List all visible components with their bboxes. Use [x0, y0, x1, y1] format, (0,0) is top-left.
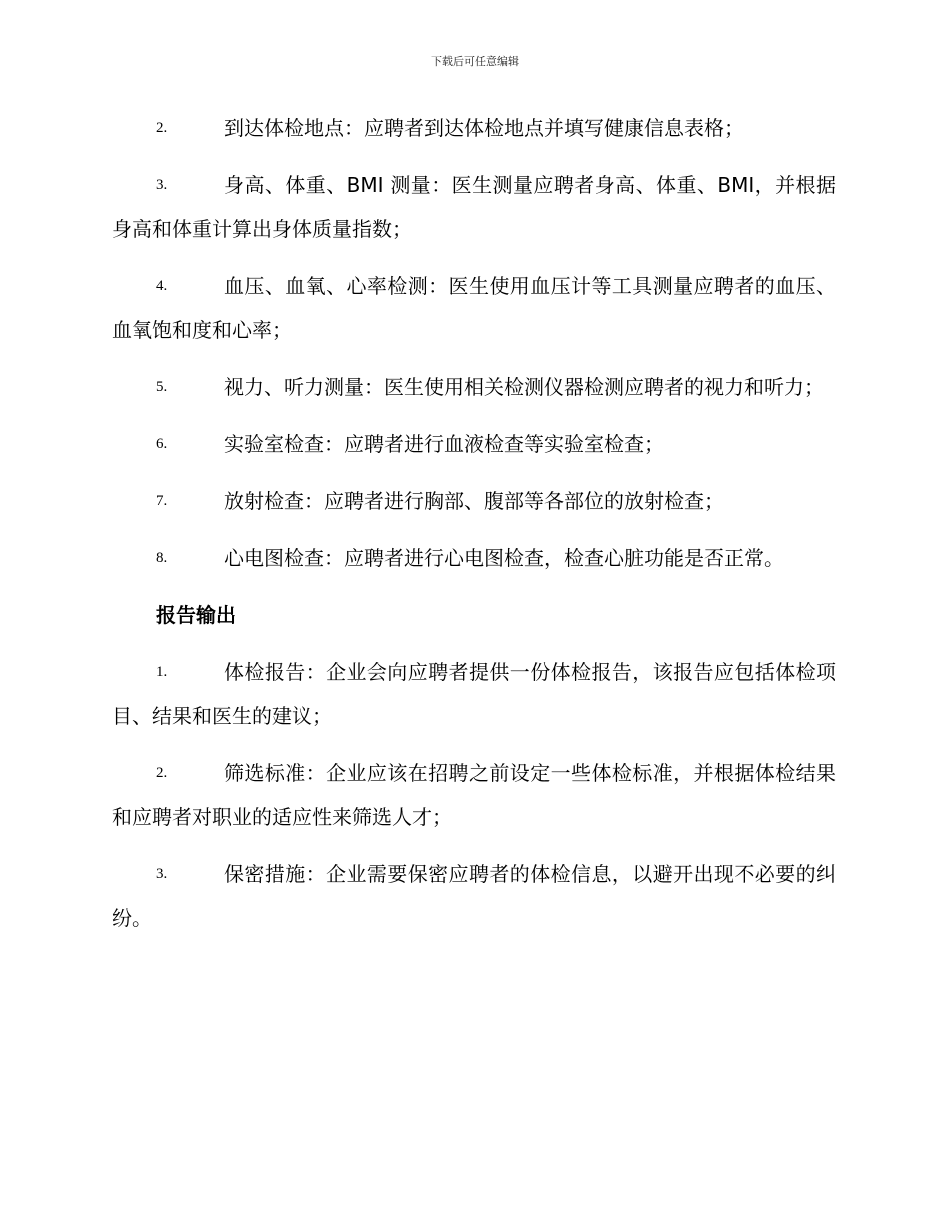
- list-item: [112, 422, 836, 466]
- list-item-text: 体检报告：企业会向应聘者提供一份体检报告，该报告应包括体检项目、结果和医生的建议；: [112, 660, 836, 728]
- list-item-number: 7.: [156, 493, 168, 509]
- list-item-number: 1.: [156, 664, 168, 680]
- list-item: [112, 751, 836, 839]
- list-item-text: 实验室检查：应聘者进行血液检查等实验室检查；: [224, 432, 664, 456]
- list-item-text: 血压、血氧、心率检测：医生使用血压计等工具测量应聘者的血压、血氧饱和度和心率；: [112, 274, 836, 342]
- list-item-number: 2.: [156, 765, 168, 781]
- list-item: [112, 264, 836, 352]
- page-header: 下载后可任意编辑: [431, 55, 519, 68]
- list-item: [112, 536, 836, 580]
- list-item-number: 6.: [156, 436, 168, 452]
- list-item: [112, 106, 836, 150]
- list-item-number: 8.: [156, 550, 168, 566]
- list-item-text: 放射检查：应聘者进行胸部、腹部等各部位的放射检查；: [224, 489, 724, 513]
- list-item-number: 2.: [156, 120, 168, 136]
- list-item-number: 4.: [156, 278, 168, 294]
- list-item: [112, 365, 836, 409]
- document-body: [112, 106, 836, 953]
- section-heading: 报告输出: [156, 603, 236, 627]
- list-item-number: 5.: [156, 379, 168, 395]
- list-item: [112, 163, 836, 251]
- list-item-text: 保密措施：企业需要保密应聘者的体检信息，以避开出现不必要的纠纷。: [112, 862, 836, 930]
- list-item-number: 3.: [156, 177, 168, 193]
- list-item: [112, 650, 836, 738]
- list-item-number: 3.: [156, 866, 168, 882]
- list-item-text: 到达体检地点：应聘者到达体检地点并填写健康信息表格；: [224, 116, 744, 140]
- list-item-text: 心电图检查：应聘者进行心电图检查，检查心脏功能是否正常。: [224, 546, 784, 570]
- list-item: [112, 479, 836, 523]
- list-item-text: 身高、体重、BMI 测量：医生测量应聘者身高、体重、BMI，并根据身高和体重计算出身体质量指数；: [112, 173, 836, 241]
- list-item: [112, 852, 836, 940]
- list-item-text: 视力、听力测量：医生使用相关检测仪器检测应聘者的视力和听力；: [224, 375, 824, 399]
- list-item-text: 筛选标准：企业应该在招聘之前设定一些体检标准，并根据体检结果和应聘者对职业的适应性来筛选人才；: [112, 761, 836, 829]
